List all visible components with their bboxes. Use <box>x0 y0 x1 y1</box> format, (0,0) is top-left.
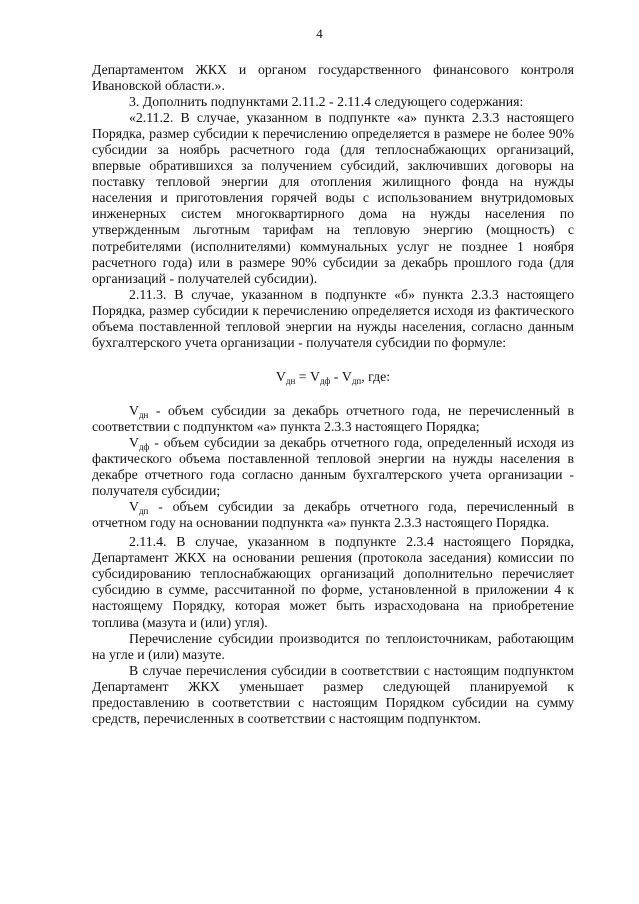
formula-v: V <box>341 368 352 384</box>
definition-text: - объем субсидии за декабрь отчетного года, не перечисленный в соответствии с подпунктом «а» пункта 2.3.3 настоящего Порядка; <box>92 402 574 434</box>
paragraph-reduction: В случае перечисления субсидии в соответствии с настоящим подпунктом Департамент ЖКХ уменьшает размер следующей планируемой к предоставлению в соответствии с настоящим Порядком субсидии на сумму средств, перечисленных в соответствии с настоящим подпунктом. <box>92 662 574 726</box>
definition-symbol: V <box>129 434 139 450</box>
definition-symbol: V <box>129 499 139 515</box>
formula-subscript-df: дф <box>319 375 331 386</box>
definition-v-df <box>92 435 574 499</box>
formula <box>92 369 574 385</box>
definition-text: - объем субсидии за декабрь отчетного года, определенный исходя из фактического объема поставленной тепловой энергии на нужды населения в декабре отчетного года согласно данным бухгалтерского учета организации - получателя субсидии; <box>92 434 574 499</box>
definition-v-dn <box>92 403 574 435</box>
definition-v-dp <box>92 499 574 531</box>
formula-subscript-dn: дн <box>285 375 296 386</box>
formula-equals: = <box>295 368 310 384</box>
formula-minus: - <box>330 368 342 384</box>
formula-v: V <box>275 368 286 384</box>
paragraph-continuation: Департаментом ЖКХ и органом государственного финансового контроля Ивановской области.». <box>92 62 574 94</box>
paragraph-2-11-3: 2.11.3. В случае, указанном в подпункте «б» пункта 2.3.3 настоящего Порядка, размер субсидии к перечислению определяется исходя из фактического объема поставленной тепловой энергии на нужды населения, согласно данным бухгалтерского учета организации - получателя субсидии по формуле: <box>92 286 574 350</box>
formula-subscript-dp: дп <box>351 375 362 386</box>
definition-subscript: дн <box>138 409 149 420</box>
definition-symbol: V <box>129 402 139 418</box>
document-body <box>92 62 574 727</box>
definition-subscript: дф <box>138 441 150 452</box>
paragraph-item-3: 3. Дополнить подпунктами 2.11.2 - 2.11.4 следующего содержания: <box>129 94 524 110</box>
paragraph-transfer-fuel: Перечисление субсидии производится по теплоисточникам, работающим на угле и (или) мазуте. <box>92 630 574 662</box>
formula-v: V <box>309 368 320 384</box>
formula-tail: , где: <box>361 368 391 384</box>
definition-text: - объем субсидии за декабрь отчетного года, перечисленный в отчетном году на основании подпункта «а» пункта 2.3.3 настоящего Порядка. <box>92 499 574 531</box>
paragraph-2-11-4: 2.11.4. В случае, указанном в подпункте 2.3.4 настоящего Порядка, Департамент ЖКХ на основании решения (протокола заседания) комиссии по субсидированию теплоснабжающих организаций дополнительно перечисляет субсидию в сумме, рассчитанной по форме, установленной в приложении 4 к настоящему Порядку, которая может быть израсходована на приобретение топлива (мазута и (или) угля). <box>92 534 574 630</box>
paragraph-2-11-2: «2.11.2. В случае, указанном в подпункте «а» пункта 2.3.3 настоящего Порядка, размер субсидии к перечислению определяется в размере не более 90% субсидии за ноябрь расчетного года (для теплоснабжающих организаций, впервые обратившихся за получением субсидий, заключивших договоры на поставку тепловой энергии для отопления жилищного фонда на нужды населения и приготовления горячей воды с использованием внутридомовых инженерных систем многоквартирного дома на нужды населения по утвержденным льготным тарифам на тепловую энергию (мощность) с потребителями (исполнителями) коммунальных услуг не позднее 1 ноября расчетного года) или в размере 90% субсидии за декабрь прошлого года (для организаций - получателей субсидии). <box>92 110 574 286</box>
page-number: 4 <box>316 26 323 41</box>
definition-subscript: дп <box>138 506 149 517</box>
